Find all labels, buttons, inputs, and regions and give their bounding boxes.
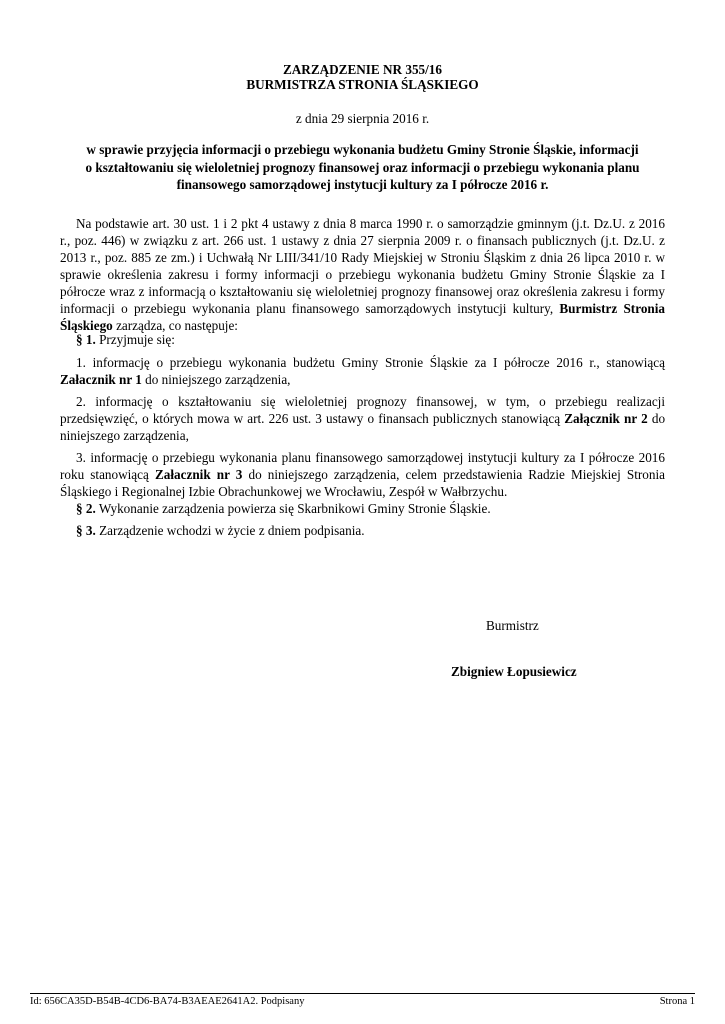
footer-divider: [30, 993, 695, 994]
subject-line-2: o kształtowaniu się wieloletniej prognozy finansowej oraz informacji o przebiegu wykonania planu: [85, 159, 640, 175]
paragraph-2-text: Wykonanie zarządzenia powierza się Skarbnikowi Gminy Stronie Śląskie.: [98, 501, 491, 516]
intro-end: zarządza, co następuje:: [116, 318, 238, 333]
paragraph-3-text: Zarządzenie wchodzi w życie z dniem podpisania.: [99, 523, 365, 538]
title-line-2: BURMISTRZA STRONIA ŚLĄSKIEGO: [246, 77, 479, 92]
footer-page-number: Strona 1: [659, 996, 695, 1007]
subject-line-1: w sprawie przyjęcia informacji o przebiegu wykonania budżetu Gminy Stronie Śląskie, informacji: [86, 142, 639, 157]
item-1-attachment: Załacznik nr 1: [60, 372, 142, 387]
list-item-3: [60, 449, 665, 500]
intro-bold: Burmistrz Stronia Śląskiego: [60, 301, 666, 333]
subject-line-3: finansowego samorządowej instytucji kultury za I półrocze 2016 r.: [176, 177, 549, 192]
signature-title: Burmistrz: [486, 618, 539, 633]
list-item-1: [60, 354, 665, 388]
intro-text: Na podstawie art. 30 ust. 1 i 2 pkt 4 ustawy z dnia 8 marca 1990 r. o samorządzie gminnym (j.t. Dz.U. z 2016 r., poz. 446) w związku z art. 266 ust. 1 ustawy z dnia 27 sierpnia 2009 r. o finansach publicznych (j.t. Dz.U. z 2013 r., poz. 885 ze zm.) i Uchwałą Nr LIII/341/10 Rady Miejskiej w Stroniu Śląskim z dnia 26 lipca 2010 r. w sprawie określenia zakresu i formy informacji o przebiegu wykonania budżetu Gminy Stronie Śląskie za I półrocze wraz z informacją o kształtowaniu się wieloletniej prognozy finansowej oraz określenia zakresu i formy informacji o przebiegu wykonania planu finansowego samorządowych instytucji kultury,: [60, 216, 665, 316]
title-line-1: ZARZĄDZENIE NR 355/16: [282, 62, 442, 77]
item-3-attachment: Załacznik nr 3: [154, 467, 243, 482]
item-2-attachment: Załącznik nr 2: [564, 411, 648, 426]
footer-document-id: Id: 656CA35D-B54B-4CD6-BA74-B3AEAE2641A2. Podpisany: [30, 996, 305, 1007]
paragraph-2: [60, 500, 665, 517]
item-3-text: 3. informację o przebiegu wykonania planu finansowego samorządowej instytucji kultury za I półrocze 2016 roku stanowiącą: [60, 450, 665, 482]
intro-paragraph: [60, 215, 665, 334]
document-subject: [40, 141, 685, 194]
paragraph-3: [60, 522, 665, 539]
item-1-end: do niniejszego zarządzenia,: [145, 372, 291, 387]
item-2-end: do niniejszego zarządzenia,: [60, 411, 666, 443]
document-title: [0, 62, 725, 92]
item-2-text: 2. informację o kształtowaniu się wieloletniej prognozy finansowej, w tym, o przebiegu realizacji przedsięwzięć, o których mowa w art. 226 ust. 3 ustawy o finansach publicznych stanowiącą: [60, 394, 665, 426]
item-3-end: do niniejszego zarządzenia, celem przedstawienia Radzie Miejskiej Stronia Śląskiego i Regionalnej Izbie Obrachunkowej we Wrocławiu, Zespół w Wałbrzychu.: [60, 467, 666, 499]
paragraph-2-label: § 2.: [76, 501, 96, 516]
signature-name: Zbigniew Łopusiewicz: [451, 664, 577, 679]
item-1-text: 1. informację o przebiegu wykonania budżetu Gminy Stronie Śląskie za I półrocze 2016 r., stanowiącą: [76, 355, 665, 370]
document-date: z dnia 29 sierpnia 2016 r.: [295, 111, 430, 126]
list-item-2: [60, 393, 665, 444]
paragraph-3-label: § 3.: [76, 523, 96, 538]
paragraph-1-label: § 1.: [76, 332, 96, 347]
paragraph-1-text: Przyjmuje się:: [99, 332, 175, 347]
paragraph-1: [60, 331, 665, 348]
